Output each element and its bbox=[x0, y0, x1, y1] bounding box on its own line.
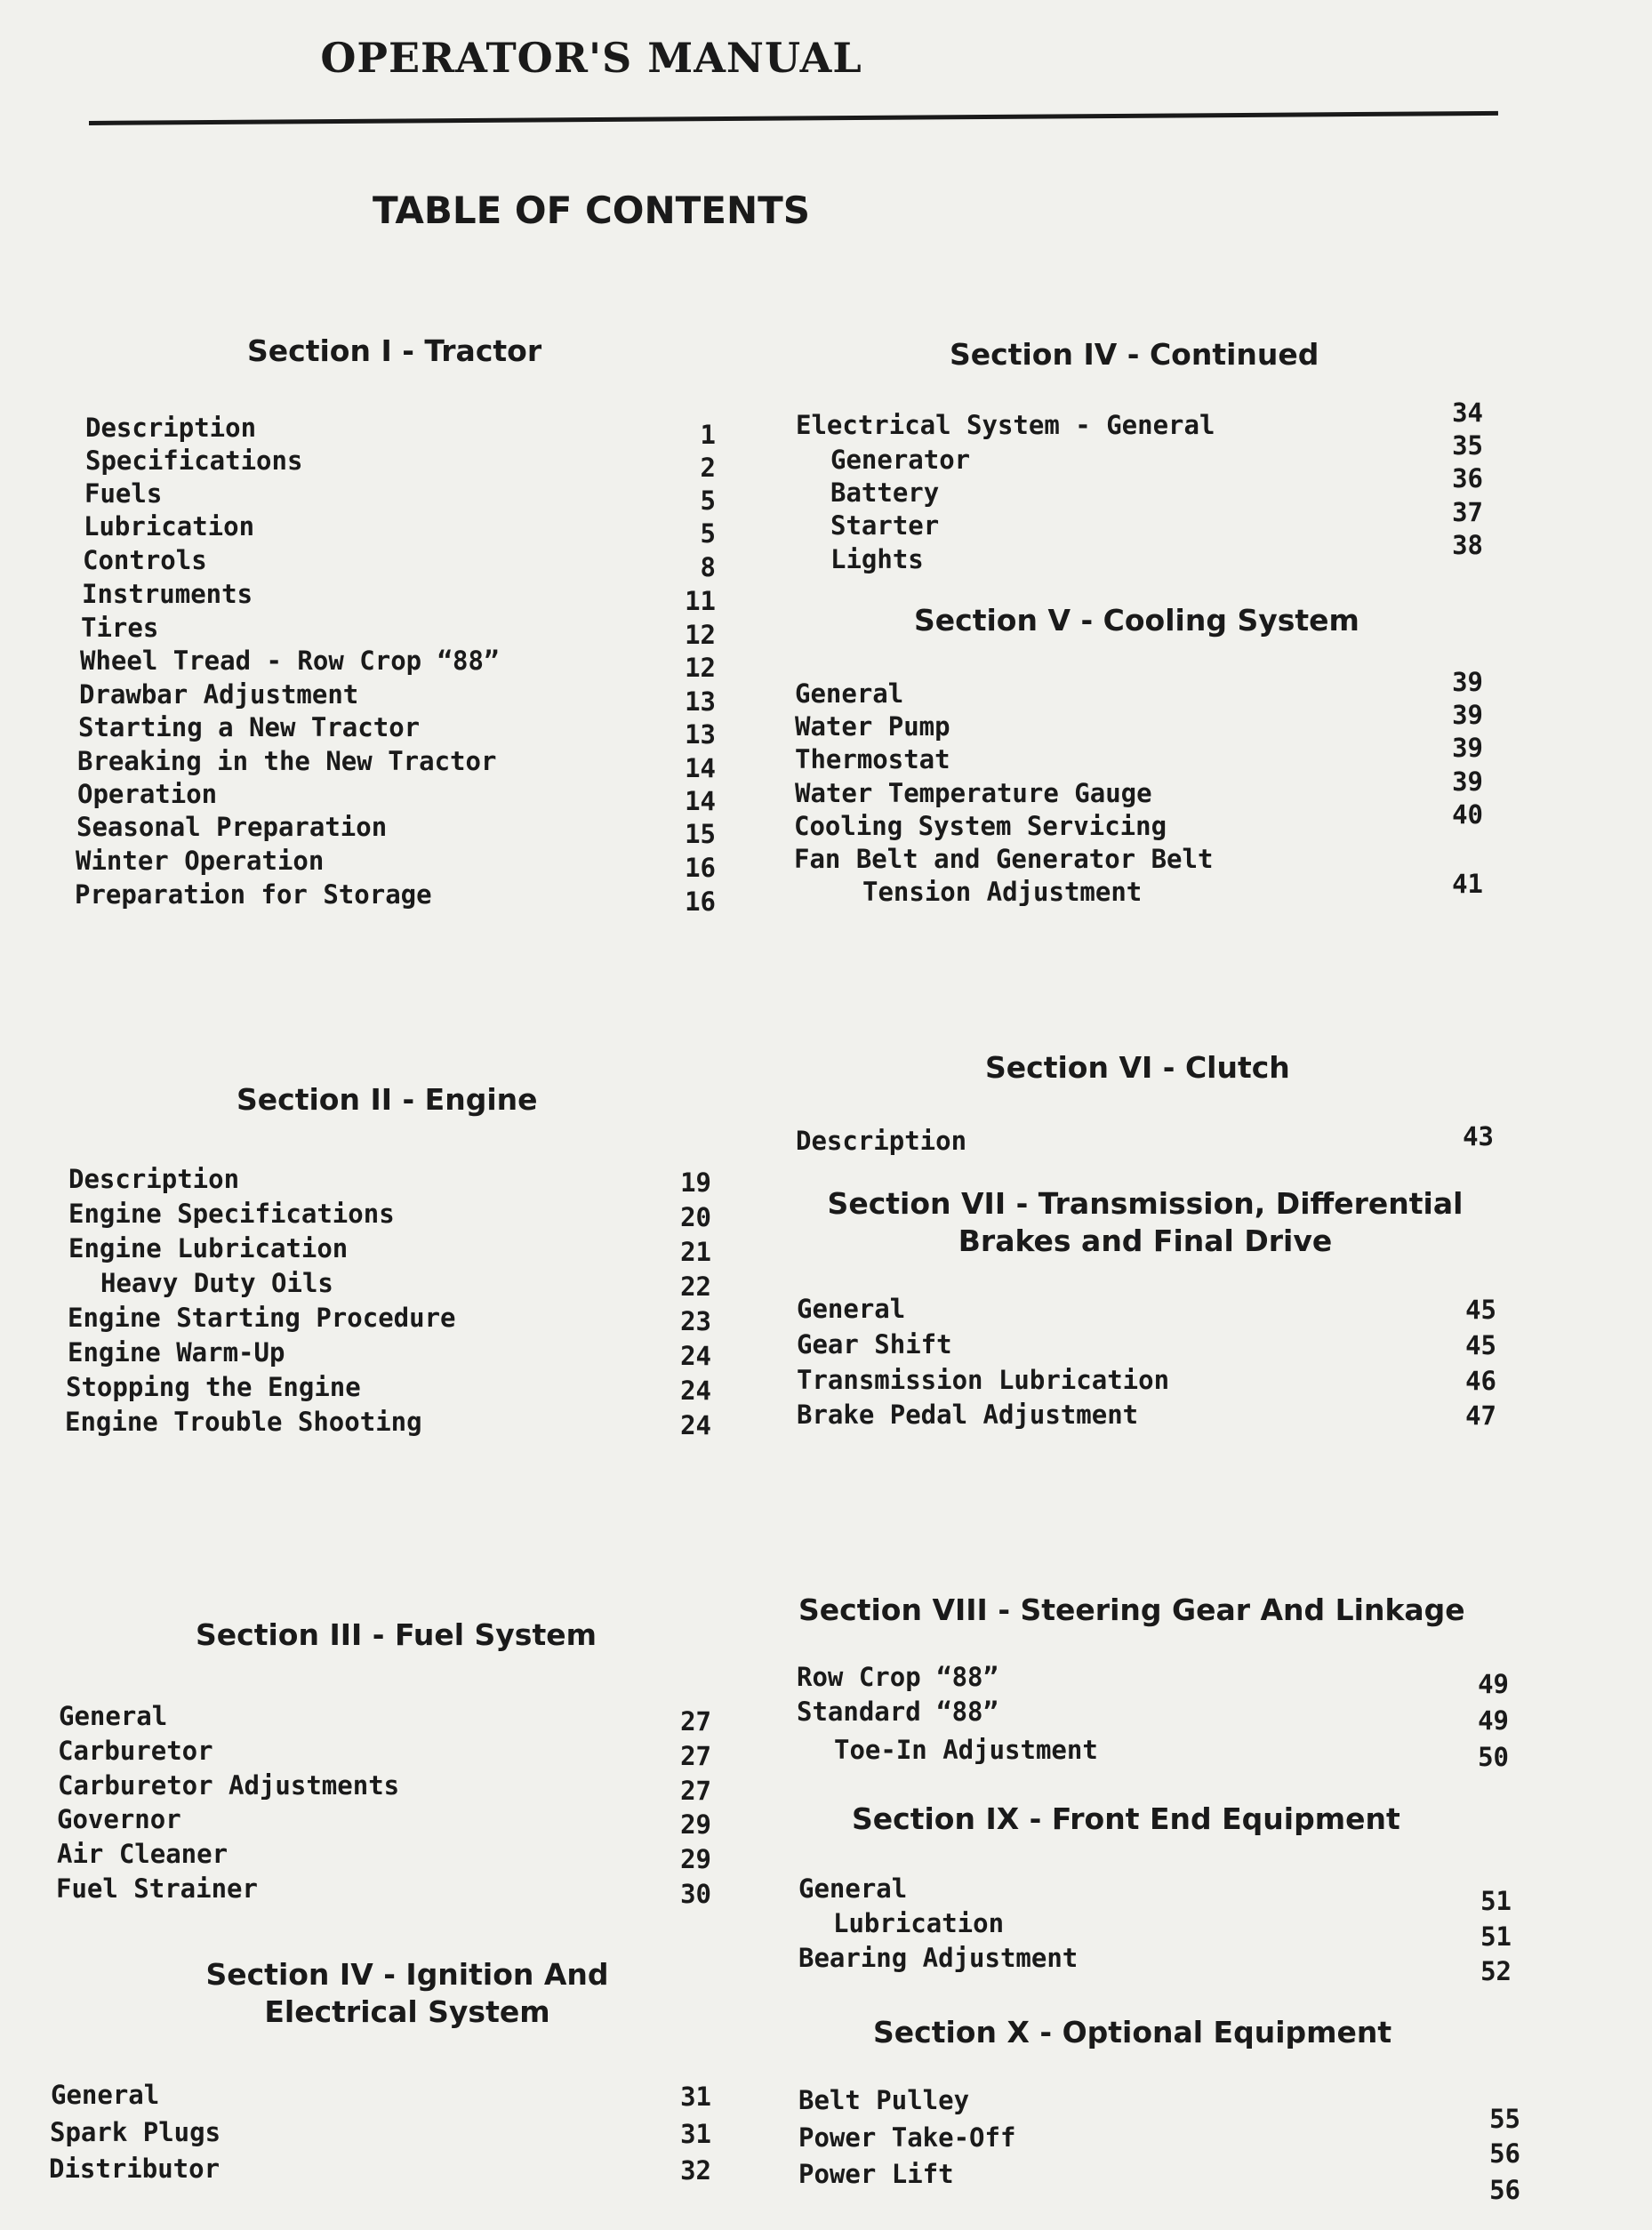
toc-page-number: 38 bbox=[1452, 530, 1483, 560]
toc-entry: Spark Plugs bbox=[50, 2117, 221, 2147]
section-3-heading: Section III - Fuel System bbox=[196, 1617, 597, 1652]
toc-entry: Controls bbox=[83, 545, 207, 575]
toc-page-number: 51 bbox=[1480, 1921, 1512, 1952]
toc-entry: Heavy Duty Oils bbox=[100, 1268, 333, 1298]
toc-entry: Fan Belt and Generator Belt bbox=[794, 844, 1214, 874]
toc-page-number: 5 bbox=[700, 518, 716, 549]
toc-entry: Carburetor Adjustments bbox=[58, 1770, 400, 1801]
toc-page-number: 41 bbox=[1452, 869, 1483, 899]
toc-page-number: 12 bbox=[685, 653, 716, 683]
toc-page-number: 24 bbox=[680, 1410, 711, 1440]
toc-page-number: 32 bbox=[680, 2155, 711, 2186]
toc-page-number: 20 bbox=[680, 1202, 711, 1232]
toc-entry: Thermostat bbox=[795, 744, 950, 774]
section-1-heading: Section I - Tractor bbox=[247, 333, 542, 368]
section-heading-line: Section VII - Transmission, Differential bbox=[827, 1186, 1464, 1221]
section-6-heading: Section VI - Clutch bbox=[985, 1050, 1290, 1085]
toc-entry: Instruments bbox=[82, 579, 253, 609]
toc-page-number: 13 bbox=[685, 719, 716, 750]
toc-page-number: 39 bbox=[1452, 700, 1483, 730]
toc-page-number: 27 bbox=[680, 1776, 711, 1806]
toc-entry: Preparation for Storage bbox=[75, 879, 432, 910]
toc-entry: Distributor bbox=[49, 2154, 221, 2184]
toc-entry: General bbox=[59, 1701, 168, 1731]
toc-entry: Transmission Lubrication bbox=[797, 1365, 1170, 1395]
toc-page-number: 1 bbox=[700, 420, 716, 450]
section-heading-line: Electrical System bbox=[264, 1994, 550, 2029]
toc-page-number: 14 bbox=[685, 786, 716, 816]
toc-entry: Generator bbox=[830, 445, 971, 475]
toc-page-number: 49 bbox=[1478, 1705, 1509, 1736]
toc-entry: Winter Operation bbox=[76, 846, 325, 876]
toc-entry: Row Crop “88” bbox=[797, 1662, 998, 1692]
toc-page-number: 46 bbox=[1465, 1366, 1496, 1396]
toc-entry: Fuels bbox=[84, 478, 163, 509]
toc-page-number: 31 bbox=[680, 2119, 711, 2149]
toc-entry: Tires bbox=[81, 613, 159, 643]
header-rule bbox=[89, 111, 1498, 125]
toc-page-number: 35 bbox=[1452, 430, 1483, 461]
toc-page-number: 12 bbox=[685, 620, 716, 650]
toc-entry: Engine Warm-Up bbox=[68, 1337, 285, 1368]
toc-entry: Air Cleaner bbox=[57, 1839, 229, 1869]
toc-page-number: 36 bbox=[1452, 463, 1483, 493]
section-4-heading bbox=[167, 1956, 647, 2031]
toc-page-number: 5 bbox=[700, 485, 716, 516]
toc-entry: Engine Lubrication bbox=[68, 1233, 349, 1263]
toc-entry: Governor bbox=[57, 1804, 181, 1834]
toc-page-number: 43 bbox=[1463, 1121, 1494, 1151]
toc-page-number: 39 bbox=[1452, 667, 1483, 697]
toc-page-number: 55 bbox=[1489, 2104, 1520, 2134]
section-9-heading: Section IX - Front End Equipment bbox=[852, 1801, 1400, 1836]
toc-entry: Battery bbox=[830, 477, 940, 508]
toc-entry: Breaking in the New Tractor bbox=[77, 746, 497, 776]
toc-page-number: 23 bbox=[680, 1306, 711, 1336]
toc-entry: Drawbar Adjustment bbox=[79, 679, 359, 710]
toc-entry: Water Pump bbox=[795, 711, 950, 742]
toc-page-number: 29 bbox=[680, 1844, 711, 1874]
toc-page-number: 29 bbox=[680, 1809, 711, 1840]
toc-page-number: 30 bbox=[680, 1879, 711, 1909]
toc-entry: Lubrication bbox=[84, 511, 255, 541]
toc-page-number: 24 bbox=[680, 1376, 711, 1406]
toc-page-number: 24 bbox=[680, 1341, 711, 1371]
section-7-heading bbox=[790, 1185, 1501, 1260]
toc-page-number: 56 bbox=[1489, 2138, 1520, 2169]
toc-page-number: 2 bbox=[700, 453, 716, 483]
toc-entry: Engine Specifications bbox=[68, 1199, 395, 1229]
section-10-heading: Section X - Optional Equipment bbox=[873, 2015, 1392, 2050]
toc-entry: Brake Pedal Adjustment bbox=[797, 1400, 1139, 1430]
toc-page-number: 49 bbox=[1478, 1669, 1509, 1699]
toc-entry: Stopping the Engine bbox=[66, 1372, 361, 1402]
toc-entry: General bbox=[797, 1294, 906, 1324]
toc-page-number: 51 bbox=[1480, 1886, 1512, 1916]
toc-entry: Operation bbox=[77, 779, 218, 809]
toc-page-number: 45 bbox=[1465, 1295, 1496, 1325]
toc-entry: Water Temperature Gauge bbox=[795, 778, 1152, 808]
toc-entry: Lights bbox=[830, 544, 924, 574]
toc-page-number: 13 bbox=[685, 686, 716, 717]
toc-entry: Engine Trouble Shooting bbox=[65, 1407, 422, 1437]
toc-page-number: 8 bbox=[700, 552, 716, 582]
toc-page-number: 45 bbox=[1465, 1330, 1496, 1360]
toc-entry: Wheel Tread - Row Crop “88” bbox=[80, 646, 500, 676]
toc-entry: Starting a New Tractor bbox=[78, 712, 421, 742]
toc-page-number: 47 bbox=[1465, 1400, 1496, 1431]
toc-entry: Power Take-Off bbox=[798, 2122, 1016, 2153]
toc-page-number: 37 bbox=[1452, 497, 1483, 527]
toc-entry: General bbox=[795, 678, 904, 709]
toc-entry: Belt Pulley bbox=[798, 2085, 970, 2115]
toc-entry: Power Lift bbox=[798, 2159, 954, 2189]
toc-page-number: 50 bbox=[1478, 1742, 1509, 1772]
toc-entry: Specifications bbox=[85, 445, 303, 476]
manual-title: OPERATOR'S MANUAL bbox=[320, 34, 862, 82]
toc-entry: Carburetor bbox=[58, 1736, 213, 1766]
toc-page-number: 39 bbox=[1452, 733, 1483, 763]
section-4-continued-heading: Section IV - Continued bbox=[950, 337, 1319, 372]
section-5-heading: Section V - Cooling System bbox=[914, 603, 1359, 638]
toc-entry: Description bbox=[85, 413, 257, 443]
section-heading-line: Section IV - Ignition And bbox=[205, 1957, 609, 1992]
toc-page-number: 14 bbox=[685, 753, 716, 783]
toc-entry: Seasonal Preparation bbox=[76, 812, 388, 842]
toc-entry: Description bbox=[796, 1126, 967, 1156]
toc-entry: Engine Starting Procedure bbox=[68, 1303, 456, 1333]
toc-entry: Bearing Adjustment bbox=[798, 1943, 1079, 1973]
section-8-heading: Section VIII - Steering Gear And Linkage bbox=[798, 1592, 1465, 1627]
toc-entry: Lubrication bbox=[833, 1908, 1005, 1938]
toc-page-number: 21 bbox=[680, 1237, 711, 1267]
toc-page-number: 27 bbox=[680, 1741, 711, 1771]
toc-entry: Fuel Strainer bbox=[56, 1873, 258, 1904]
toc-page-number: 22 bbox=[680, 1271, 711, 1302]
toc-entry: Starter bbox=[830, 510, 940, 541]
toc-entry: Cooling System Servicing bbox=[794, 811, 1167, 841]
toc-entry: Electrical System - General bbox=[796, 410, 1215, 440]
toc-page-number: 27 bbox=[680, 1706, 711, 1737]
toc-entry: Standard “88” bbox=[797, 1697, 998, 1727]
toc-page-number: 40 bbox=[1452, 799, 1483, 830]
toc-page-number: 52 bbox=[1480, 1956, 1512, 1986]
toc-page-number: 56 bbox=[1489, 2175, 1520, 2205]
toc-entry: General bbox=[51, 2080, 160, 2110]
toc-page-number: 19 bbox=[680, 1167, 711, 1198]
section-2-heading: Section II - Engine bbox=[237, 1082, 538, 1117]
toc-page-number: 34 bbox=[1452, 397, 1483, 428]
toc-page-number: 16 bbox=[685, 853, 716, 883]
toc-title: TABLE OF CONTENTS bbox=[372, 189, 811, 232]
toc-entry: Tension Adjustment bbox=[862, 877, 1143, 907]
section-heading-line: Brakes and Final Drive bbox=[958, 1223, 1333, 1258]
toc-page-number: 11 bbox=[685, 586, 716, 616]
toc-entry: General bbox=[798, 1873, 908, 1904]
toc-entry: Description bbox=[68, 1164, 240, 1194]
toc-page-number: 15 bbox=[685, 819, 716, 849]
toc-page-number: 39 bbox=[1452, 766, 1483, 797]
toc-entry: Toe-In Adjustment bbox=[834, 1735, 1098, 1765]
toc-page-number: 31 bbox=[680, 2082, 711, 2112]
toc-entry: Gear Shift bbox=[797, 1329, 952, 1360]
toc-page-number: 16 bbox=[685, 886, 716, 917]
